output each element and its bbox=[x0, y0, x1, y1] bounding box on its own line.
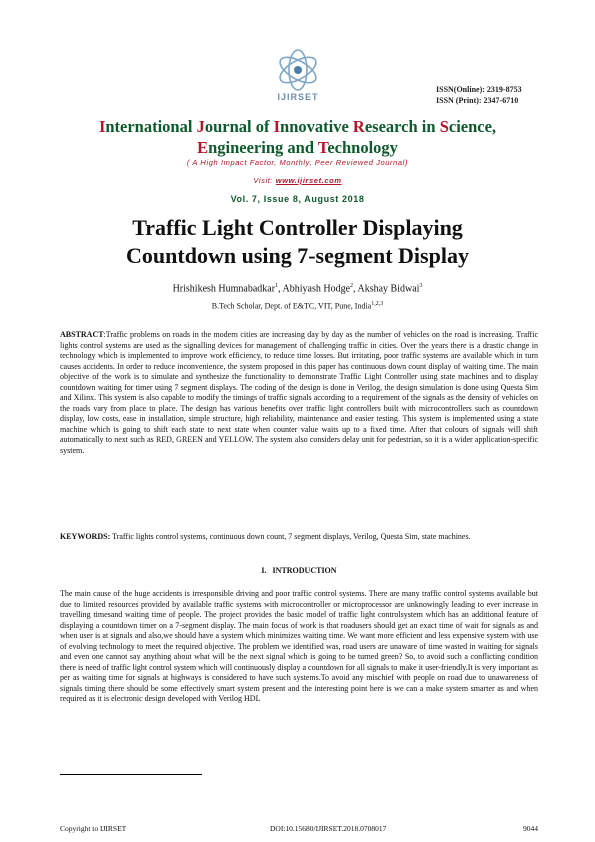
journal-title bbox=[60, 116, 535, 158]
title-cap: J bbox=[196, 117, 205, 136]
journal-subtitle: ( A High Impact Factor, Monthly, Peer Reviewed Journal) bbox=[186, 158, 409, 167]
footnote-rule bbox=[60, 774, 202, 775]
intro-paragraph: The main cause of the huge accidents is irresponsible driving and poor traffic control systems. There are many traffic control systems available but due to limited resources provided by available traffic systems with microcontroller or microprocessor are unknowingly leading to ever increase in travelling timesand waiting time of people. The project provides the basic model of traffic light controlsystem which has an additional feature of displaying a countdown timer on a 7-segment display. The main focus of work is that roadusers should get an exact time of wait for signals as and when user is at signals and also,we should have a system which minimizes waiting time. We want more efficient and less expensive system with use of evolving technology to meet the required objective. The problem we identified was, road users are unaware of time wasted in waiting for signals and even one cannot say anything about what will be the next signal which is going to be turned green? So, to avoid such a conflicting condition there is need of traffic light control system which will continuously display a countdown for all signals to make it user-friendly.It is very important as per as waiting time for signals at highways is considered to have such systems.To avoid any mischief with people on road due to unawareness of signals timing there should be some effectively smart system present and the interesting point here is we can a make system smarter as and when required as it is electronic design developed with Verilog HDL bbox=[60, 589, 538, 704]
title-cap: R bbox=[352, 117, 365, 136]
journal-visit bbox=[60, 176, 535, 185]
section-number: I. bbox=[261, 566, 267, 575]
journal-volume: Vol. 7, Issue 8, August 2018 bbox=[230, 194, 365, 204]
title-word: ournal of bbox=[204, 117, 274, 136]
keywords-label: KEYWORDS: bbox=[60, 532, 111, 541]
author-name: Hrishikesh Humnabadkar bbox=[172, 283, 276, 295]
title-word: echnology bbox=[327, 138, 398, 157]
visit-label: Visit: bbox=[253, 176, 276, 185]
author-sup: 1 bbox=[275, 283, 279, 289]
author-sup: 3 bbox=[419, 283, 423, 289]
paper-title bbox=[40, 214, 555, 270]
abstract bbox=[60, 330, 538, 457]
title-word: nnovative bbox=[280, 117, 353, 136]
issn-print: ISSN (Print): 2347-6710 bbox=[436, 96, 519, 105]
abstract-label: ABSTRACT bbox=[60, 330, 104, 339]
issn-block bbox=[436, 84, 576, 106]
author-name: Abhiyash Hodge bbox=[282, 283, 351, 295]
logo-wordmark: IJIRSET bbox=[277, 92, 319, 102]
footer-doi: DOI:10.15680/IJIRSET.2018.0708017 bbox=[270, 824, 387, 833]
title-cap: T bbox=[317, 138, 328, 157]
affiliation bbox=[40, 301, 555, 311]
paper-title-line2: Countdown using 7-segment Display bbox=[126, 243, 469, 268]
affiliation-text: B.Tech Scholar, Dept. of E&TC, VIT, Pune, India bbox=[211, 301, 372, 311]
footer-page-number: 9044 bbox=[523, 824, 538, 833]
author-name: Akshay Bidwai bbox=[357, 283, 420, 295]
title-cap: I bbox=[98, 117, 106, 136]
issn-online: ISSN(Online): 2319-8753 bbox=[436, 85, 522, 94]
title-word: cience, bbox=[448, 117, 497, 136]
journal-title-line2 bbox=[60, 137, 535, 158]
title-cap: S bbox=[439, 117, 449, 136]
section-heading bbox=[60, 566, 538, 575]
footer-copyright: Copyright to IJIRSET bbox=[60, 824, 127, 833]
affiliation-sup: 1,2,3 bbox=[371, 301, 384, 307]
journal-title-line1 bbox=[60, 116, 535, 137]
journal-url-link[interactable]: www.ijirset.com bbox=[275, 176, 342, 185]
abstract-text: :Traffic problems on roads in the modern cities are increasing day by day as the number of vehicles on the road is increasing. Traffic lights control systems are used as the signalling devices for management of challenging traffic in cities. Over the years there is a drastic change in technology which is implemented to improve work efficiency, to reduce time losses. But irritating, poor traffic systems are available which in turn causes accidents. In order to reduce inconvenience, the system proposed in this paper has continuous down count display of waiting time. The main objective of the work is to simulate and synthesize the functionality to demonstrate Traffic Light Controller using state machines and to display countdown waiting for timer using 7 segment displays. The coding of the design is done in Verilog, the design simulation is done using Questa Sim and Xilinx. This system is also capable to modify the timings of traffic signals according to a requirement of the signals as the density of vehicles on the roads vary from place to place. The design has various benefits over traffic light controllers built with microcontrollers such as countdown display, low costs, ease in installation, simple structure, high reliability, maintenance and easier testing. This system is implemented using a state machine which is going to shift each state to next state when counter value waits up to a fixed time. After that colours of signals will shift automatically to next such as RED, GREEN and YELLOW. The system also considers delay unit for pedestrian, so it is a wider application-specific system. bbox=[60, 330, 538, 456]
author-list: Hrishikesh Humnabadkar$^1$, Abhiyash Hodge$^2$, Akshay Bidwai$^3$ bbox=[172, 283, 423, 295]
title-word: nternational bbox=[105, 117, 197, 136]
keywords bbox=[60, 532, 538, 543]
section-title: INTRODUCTION bbox=[272, 566, 337, 575]
author-sup: 2 bbox=[350, 283, 354, 289]
title-cap: E bbox=[197, 138, 209, 157]
title-word: esearch in bbox=[364, 117, 440, 136]
title-word: ngineering and bbox=[208, 138, 318, 157]
keywords-text: Traffic lights control systems, continuous down count, 7 segment displays, Verilog, Questa Sim, state machines. bbox=[110, 532, 471, 541]
paper-title-line1: Traffic Light Controller Displaying bbox=[132, 215, 463, 240]
title-cap: I bbox=[273, 117, 281, 136]
